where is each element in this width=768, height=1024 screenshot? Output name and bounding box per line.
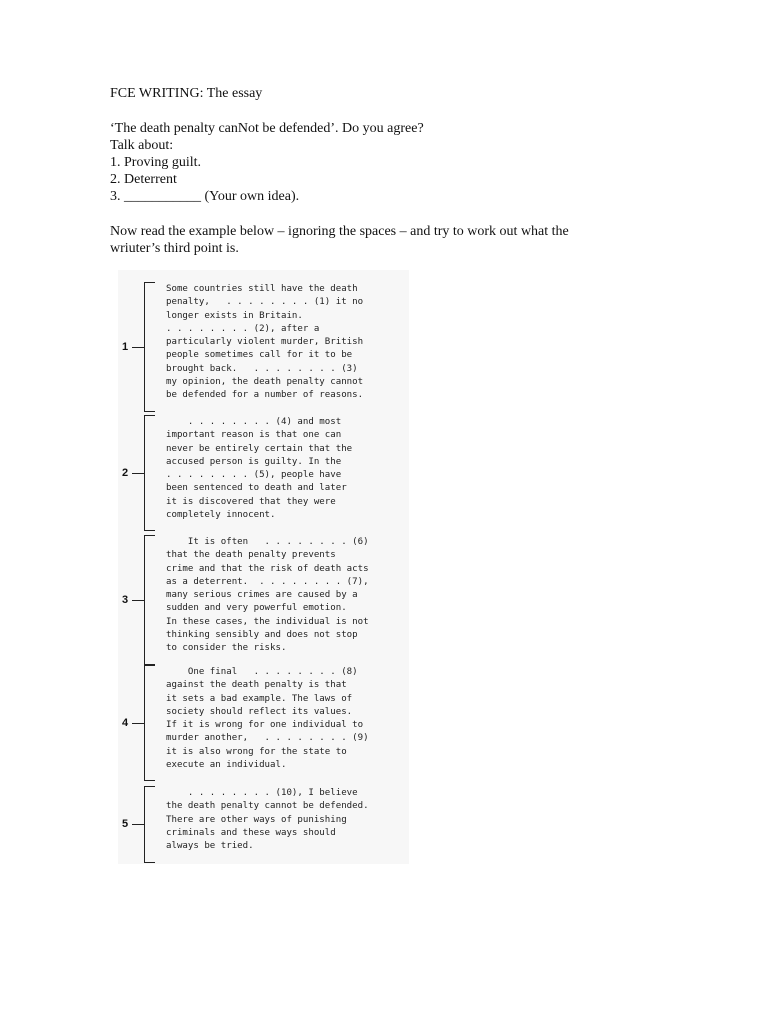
paragraph-line: that the death penalty prevents (166, 550, 336, 561)
paragraph-line: never be entirely certain that the (166, 443, 353, 454)
paragraph-line: . . . . . . . . (5), people have (166, 470, 342, 481)
paragraph-line: it is also wrong for the state to (166, 746, 347, 757)
paragraph-line: If it is wrong for one individual to (166, 720, 364, 731)
point-1: 1. Proving guilt. (110, 155, 202, 170)
paragraph-line: longer exists in Britain. (166, 310, 303, 321)
paragraph-line: sudden and very powerful emotion. (166, 603, 347, 614)
paragraph-line: crime and that the risk of death acts (166, 563, 369, 574)
point-2: 2. Deterrent (110, 172, 177, 187)
paragraph-line: completely innocent. (166, 510, 276, 521)
paragraph-line: my opinion, the death penalty cannot (166, 377, 364, 388)
bracket-tick (132, 723, 144, 724)
talk-about-label: Talk about: (110, 138, 174, 153)
paragraph-line: In these cases, the individual is not (166, 616, 369, 627)
paragraph-line: particularly violent murder, British (166, 337, 364, 348)
essay-question: ‘The death penalty canNot be defended’. Do you agree? (110, 121, 424, 136)
paragraph-line: to consider the risks. (166, 643, 287, 654)
paragraph-number: 1 (121, 340, 129, 353)
paragraph-line: people sometimes call for it to be (166, 350, 353, 361)
paragraph-line: brought back. . . . . . . . . (3) (166, 363, 358, 374)
paragraph-line: . . . . . . . . (10), I believe (166, 788, 358, 798)
paragraph-number: 2 (121, 467, 129, 480)
paragraph-text (166, 416, 411, 522)
bracket-tick (132, 600, 144, 601)
header (110, 85, 670, 257)
paragraph-bracket (144, 415, 155, 531)
paragraph-text (166, 283, 411, 403)
paragraph-line: the death penalty cannot be defended. (166, 801, 369, 812)
paragraph-line: Some countries still have the death (166, 284, 358, 294)
paragraph-bracket (144, 282, 155, 412)
bracket-tick (132, 473, 144, 474)
paragraph-line: always be tried. (166, 841, 254, 852)
paragraph-line: it is discovered that they were (166, 496, 336, 507)
paragraph-line: society should reflect its values. (166, 706, 353, 717)
paragraph-line: important reason is that one can (166, 430, 342, 441)
paragraph-line: accused person is guilty. In the (166, 456, 342, 467)
paragraph-number: 5 (121, 818, 129, 831)
point-3: 3. ___________ (Your own idea). (110, 189, 300, 204)
paragraph-line: be defended for a number of reasons. (166, 390, 364, 401)
paragraph-line: been sentenced to death and later (166, 483, 347, 494)
paragraph-text (166, 666, 411, 772)
paragraph-bracket (144, 535, 155, 665)
paragraph-line: it sets a bad example. The laws of (166, 693, 353, 704)
paragraph-line: many serious crimes are caused by a (166, 590, 358, 601)
paragraph-text (166, 536, 411, 656)
paragraph-line: execute an individual. (166, 760, 287, 771)
paragraph-bracket (144, 786, 155, 863)
document-title: FCE WRITING: The essay (110, 86, 263, 101)
paragraph-number: 3 (121, 593, 129, 606)
paragraph-line: penalty, . . . . . . . . (1) it no (166, 297, 364, 308)
instruction-line-1: Now read the example below – ignoring the spaces – and try to work out what the (110, 224, 569, 239)
paragraph-line: criminals and these ways should (166, 827, 336, 838)
bracket-tick (132, 347, 144, 348)
paragraph-text (166, 787, 411, 853)
paragraph-line: murder another, . . . . . . . . (9) (166, 733, 369, 744)
paragraph-line: as a deterrent. . . . . . . . . (7), (166, 576, 369, 587)
paragraph-line: . . . . . . . . (4) and most (166, 417, 342, 427)
paragraph-line: against the death penalty is that (166, 680, 347, 691)
paragraph-line: . . . . . . . . (2), after a (166, 323, 320, 334)
paragraph-line: There are other ways of punishing (166, 814, 347, 825)
paragraph-line: thinking sensibly and does not stop (166, 630, 358, 641)
bracket-tick (132, 824, 144, 825)
instruction-line-2: wriuter’s third point is. (110, 241, 239, 256)
paragraph-bracket (144, 665, 155, 781)
paragraph-line: It is often . . . . . . . . (6) (166, 537, 369, 547)
paragraph-line: One final . . . . . . . . (8) (166, 667, 358, 677)
paragraph-number: 4 (121, 717, 129, 730)
